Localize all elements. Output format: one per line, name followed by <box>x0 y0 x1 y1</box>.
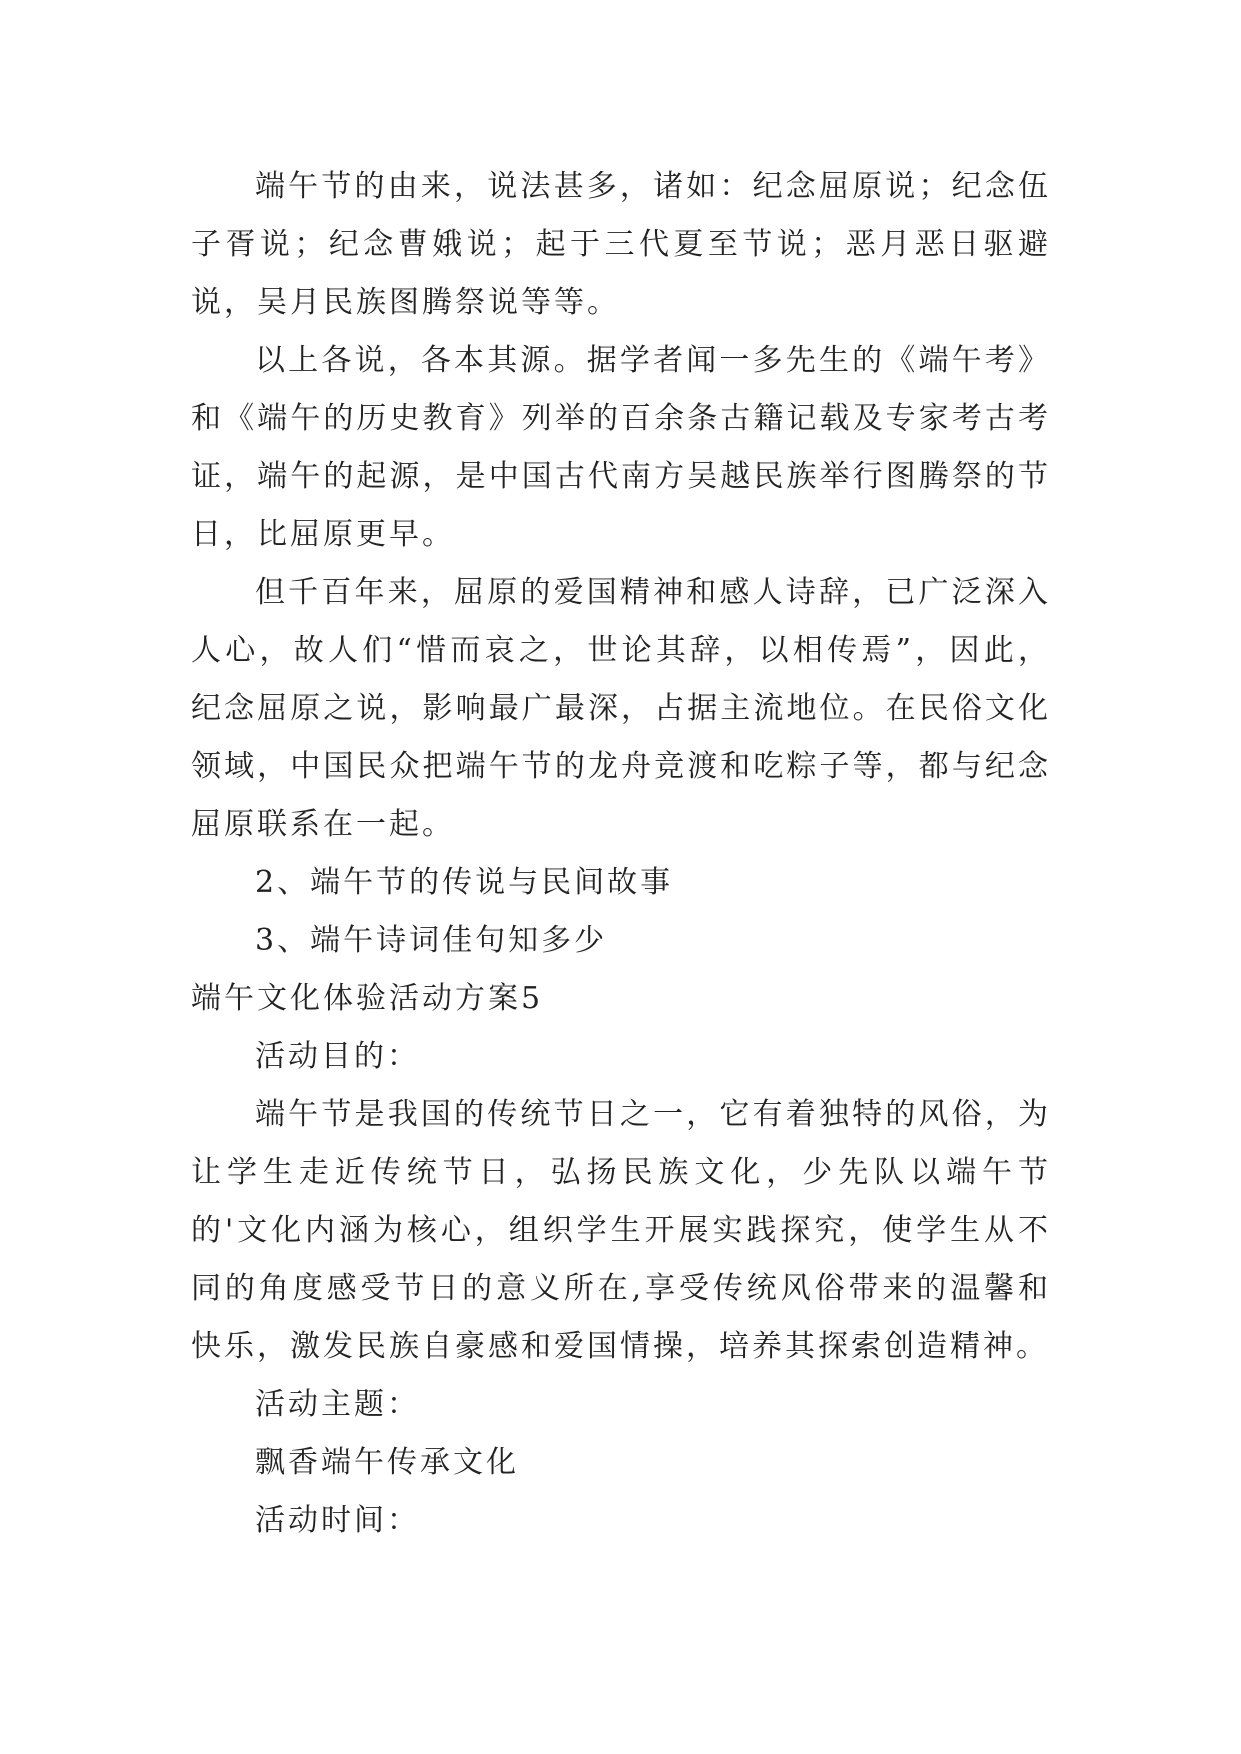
section-title: 端午文化体验活动方案5 <box>191 981 544 1016</box>
list-item-poems: 3、端午诗词佳句知多少 <box>255 923 608 958</box>
purpose-text: 端午节是我国的传统节日之一，它有着独特的风俗，为让学生走近传统节日，弘扬民族文化，少先队以端午节的'文化内涵为核心，组织学生开展实践探究，使学生从不同的角度感受节日的意义所在,享受传统风俗带来的温馨和快乐，激发民族自豪感和爱国情操，培养其探索创造精神。 <box>191 1097 1051 1364</box>
paragraph-qu-yuan: 但千百年来，屈原的爱国精神和感人诗辞，已广泛深入人心，故人们“惜而哀之，世论其辞，以相传焉”，因此，纪念屈原之说，影响最广最深，占据主流地位。在民俗文化领域，中国民众把端午节的龙舟竞渡和吃粽子等，都与纪念屈原联系在一起。 <box>191 575 1051 842</box>
list-item-legends: 2、端午节的传说与民间故事 <box>255 865 674 900</box>
paragraph-origins: 端午节的由来，说法甚多，诸如：纪念屈原说；纪念伍子胥说；纪念曹娥说；起于三代夏至节说；恶月恶日驱避说，吴月民族图腾祭说等等。 <box>191 169 1051 320</box>
time-label: 活动时间： <box>255 1503 420 1538</box>
theme-label: 活动主题： <box>255 1387 420 1422</box>
document-body <box>191 158 1051 1550</box>
theme-text: 飘香端午传承文化 <box>255 1445 519 1480</box>
purpose-label: 活动目的： <box>255 1039 420 1074</box>
paragraph-scholar-view: 以上各说，各本其源。据学者闻一多先生的《端午考》和《端午的历史教育》列举的百余条古籍记载及专家考古考证，端午的起源，是中国古代南方吴越民族举行图腾祭的节日，比屈原更早。 <box>191 343 1051 552</box>
